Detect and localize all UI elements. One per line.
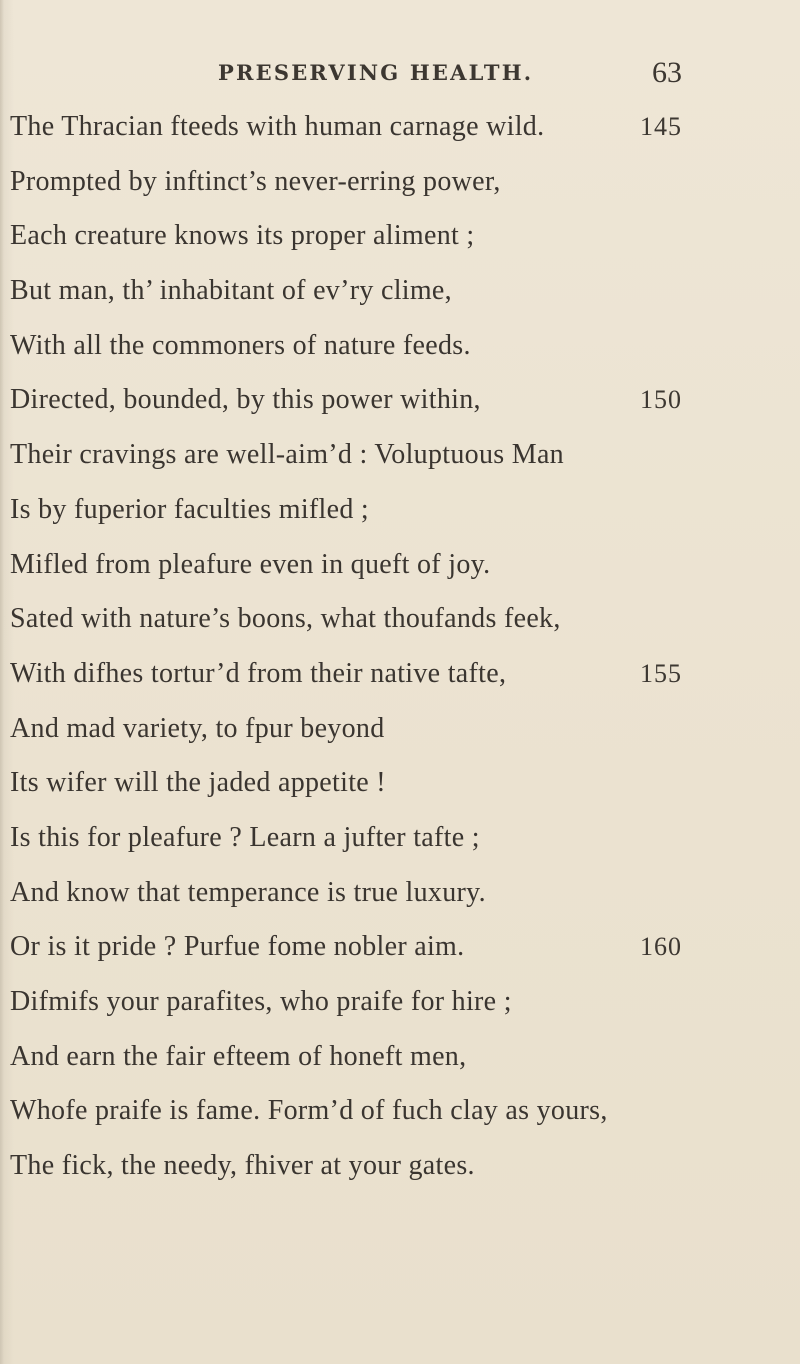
verse-line bbox=[10, 428, 790, 483]
verse-line bbox=[10, 373, 790, 428]
verse-line-text: With all the commoners of nature feeds. bbox=[10, 329, 471, 361]
verse-line bbox=[10, 920, 790, 975]
page-number: 63 bbox=[652, 56, 682, 89]
line-number: 145 bbox=[640, 112, 682, 141]
verse-line bbox=[10, 483, 790, 538]
line-number: 160 bbox=[640, 932, 682, 962]
verse-line-text: The fick, the needy, fhiver at your gates. bbox=[10, 1150, 475, 1182]
verse-line bbox=[10, 538, 790, 593]
running-head bbox=[0, 56, 800, 96]
page-gutter-edge bbox=[0, 0, 4, 1364]
verse-line bbox=[10, 155, 790, 210]
verse-line bbox=[10, 209, 790, 264]
verse-line bbox=[10, 100, 790, 155]
verse-line bbox=[10, 319, 790, 374]
running-title: PRESERVING HEALTH. bbox=[218, 60, 534, 85]
verse-line-text: With difhes tortur’d from their native tafte, bbox=[10, 657, 507, 689]
verse-line-text: Is by fuperior faculties mifled ; bbox=[10, 493, 370, 525]
verse-line-text: Its wifer will the jaded appetite ! bbox=[10, 767, 386, 799]
verse-line bbox=[10, 1139, 790, 1194]
verse-line-text: Is this for pleafure ? Learn a jufter tafte ; bbox=[10, 821, 480, 853]
verse-line-text: Sated with nature’s boons, what thoufands feek, bbox=[10, 603, 561, 635]
verse-line bbox=[10, 866, 790, 921]
verse-line-text: And earn the fair efteem of honeft men, bbox=[10, 1040, 467, 1072]
verse-line-text: And mad variety, to fpur beyond bbox=[10, 712, 385, 744]
verse-line bbox=[10, 756, 790, 811]
verse-line bbox=[10, 647, 790, 702]
verse-line-text: Difmifs your parafites, who praife for hire ; bbox=[10, 986, 512, 1017]
verse-line-text: Whofe praife is fame. Form’d of fuch clay as yours, bbox=[10, 1095, 608, 1127]
verse-line-text: Or is it pride ? Purfue fome nobler aim. bbox=[10, 931, 465, 963]
verse-line bbox=[10, 264, 790, 319]
verse-line bbox=[10, 592, 790, 647]
verse-line-text: Prompted by inftinct’s never-erring power, bbox=[10, 165, 501, 197]
verse-line-text: But man, th’ inhabitant of ev’ry clime, bbox=[10, 275, 452, 307]
line-number: 150 bbox=[640, 385, 682, 415]
verse-line-text: Their cravings are well-aim’d : Voluptuous Man bbox=[10, 439, 564, 471]
poem-verse bbox=[10, 100, 790, 1194]
verse-line-text: Mifled from pleafure even in queft of joy. bbox=[10, 548, 491, 580]
verse-line bbox=[10, 1030, 790, 1085]
line-number: 155 bbox=[640, 658, 682, 688]
verse-line-text: And know that temperance is true luxury. bbox=[10, 876, 486, 908]
verse-line bbox=[10, 1084, 790, 1139]
verse-line-text: The Thracian fteeds with human carnage wild. bbox=[10, 111, 545, 142]
verse-line-text: Directed, bounded, by this power within, bbox=[10, 384, 481, 416]
verse-line-text: Each creature knows its proper aliment ; bbox=[10, 220, 475, 252]
verse-line bbox=[10, 975, 790, 1030]
verse-line bbox=[10, 811, 790, 866]
verse-line bbox=[10, 702, 790, 757]
